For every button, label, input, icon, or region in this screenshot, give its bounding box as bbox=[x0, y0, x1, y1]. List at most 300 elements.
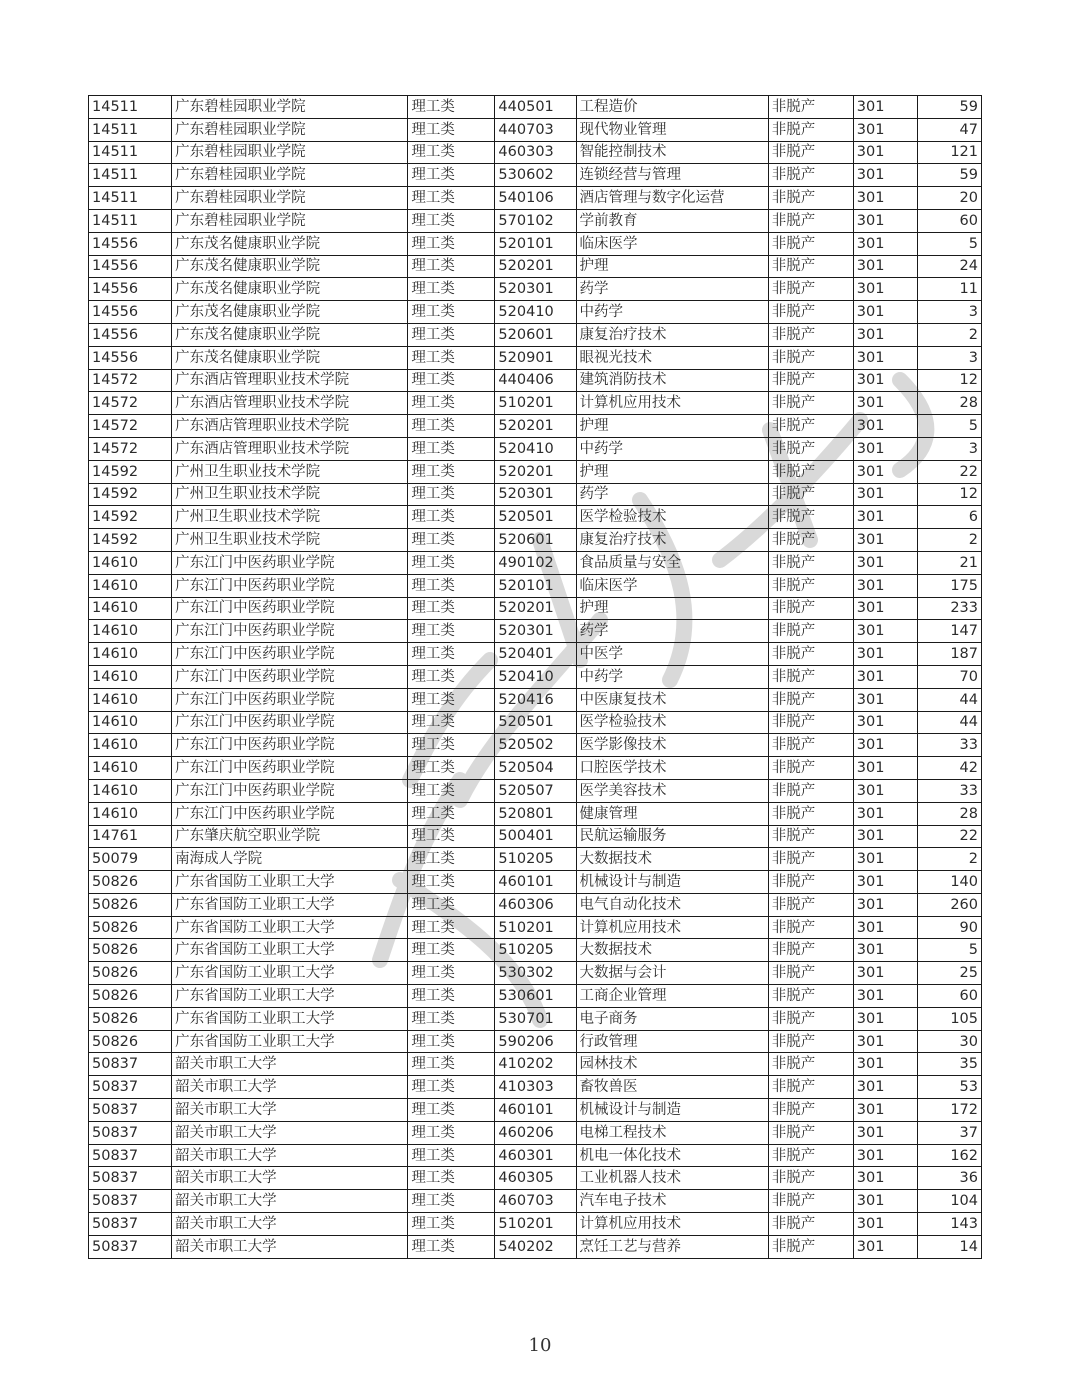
table-row bbox=[89, 825, 982, 848]
cell-institution-name: 韶关市职工大学 bbox=[172, 1167, 408, 1190]
cell-tuition-code: 301 bbox=[853, 437, 917, 460]
cell-study-mode: 非脱产 bbox=[768, 962, 853, 985]
table-row bbox=[89, 506, 982, 529]
cell-enrollment-count: 24 bbox=[917, 255, 981, 278]
cell-institution-name: 韶关市职工大学 bbox=[172, 1213, 408, 1236]
table-row bbox=[89, 415, 982, 438]
cell-enrollment-count: 53 bbox=[917, 1076, 981, 1099]
cell-tuition-code: 301 bbox=[853, 392, 917, 415]
cell-enrollment-count: 33 bbox=[917, 734, 981, 757]
cell-enrollment-count: 2 bbox=[917, 529, 981, 552]
cell-tuition-code: 301 bbox=[853, 939, 917, 962]
cell-study-mode: 非脱产 bbox=[768, 597, 853, 620]
table-row bbox=[89, 802, 982, 825]
cell-institution-code: 50826 bbox=[89, 962, 172, 985]
table-row bbox=[89, 1213, 982, 1236]
cell-study-mode: 非脱产 bbox=[768, 392, 853, 415]
cell-major-code: 490102 bbox=[495, 551, 576, 574]
cell-subject-category: 理工类 bbox=[408, 141, 495, 164]
cell-major-code: 410303 bbox=[495, 1076, 576, 1099]
cell-enrollment-count: 44 bbox=[917, 688, 981, 711]
cell-enrollment-count: 47 bbox=[917, 118, 981, 141]
table-row bbox=[89, 734, 982, 757]
cell-subject-category: 理工类 bbox=[408, 1167, 495, 1190]
cell-subject-category: 理工类 bbox=[408, 369, 495, 392]
cell-enrollment-count: 42 bbox=[917, 757, 981, 780]
cell-major-name: 口腔医学技术 bbox=[576, 757, 768, 780]
cell-tuition-code: 301 bbox=[853, 597, 917, 620]
cell-study-mode: 非脱产 bbox=[768, 1213, 853, 1236]
cell-major-code: 530601 bbox=[495, 985, 576, 1008]
cell-major-name: 学前教育 bbox=[576, 209, 768, 232]
cell-institution-name: 广东江门中医药职业学院 bbox=[172, 620, 408, 643]
cell-institution-name: 韶关市职工大学 bbox=[172, 1099, 408, 1122]
cell-subject-category: 理工类 bbox=[408, 688, 495, 711]
cell-institution-name: 韶关市职工大学 bbox=[172, 1121, 408, 1144]
cell-study-mode: 非脱产 bbox=[768, 916, 853, 939]
cell-subject-category: 理工类 bbox=[408, 825, 495, 848]
table-row bbox=[89, 1053, 982, 1076]
cell-study-mode: 非脱产 bbox=[768, 96, 853, 119]
table-row bbox=[89, 1121, 982, 1144]
cell-subject-category: 理工类 bbox=[408, 1213, 495, 1236]
cell-subject-category: 理工类 bbox=[408, 1235, 495, 1258]
cell-tuition-code: 301 bbox=[853, 529, 917, 552]
cell-major-name: 康复治疗技术 bbox=[576, 323, 768, 346]
cell-major-code: 520201 bbox=[495, 415, 576, 438]
cell-major-code: 460101 bbox=[495, 1099, 576, 1122]
cell-institution-code: 14572 bbox=[89, 415, 172, 438]
cell-tuition-code: 301 bbox=[853, 734, 917, 757]
cell-subject-category: 理工类 bbox=[408, 893, 495, 916]
cell-institution-name: 广东省国防工业职工大学 bbox=[172, 893, 408, 916]
cell-subject-category: 理工类 bbox=[408, 96, 495, 119]
cell-subject-category: 理工类 bbox=[408, 346, 495, 369]
cell-institution-name: 广东省国防工业职工大学 bbox=[172, 916, 408, 939]
cell-institution-code: 14610 bbox=[89, 688, 172, 711]
cell-study-mode: 非脱产 bbox=[768, 643, 853, 666]
cell-major-name: 电梯工程技术 bbox=[576, 1121, 768, 1144]
cell-study-mode: 非脱产 bbox=[768, 346, 853, 369]
cell-major-name: 汽车电子技术 bbox=[576, 1190, 768, 1213]
cell-institution-code: 14592 bbox=[89, 529, 172, 552]
cell-study-mode: 非脱产 bbox=[768, 688, 853, 711]
cell-institution-code: 14511 bbox=[89, 118, 172, 141]
cell-subject-category: 理工类 bbox=[408, 597, 495, 620]
cell-institution-code: 50837 bbox=[89, 1190, 172, 1213]
cell-tuition-code: 301 bbox=[853, 1007, 917, 1030]
table-row bbox=[89, 848, 982, 871]
cell-subject-category: 理工类 bbox=[408, 278, 495, 301]
cell-institution-name: 广州卫生职业技术学院 bbox=[172, 460, 408, 483]
cell-institution-name: 广东茂名健康职业学院 bbox=[172, 301, 408, 324]
table-row bbox=[89, 1076, 982, 1099]
table-row bbox=[89, 460, 982, 483]
cell-major-name: 中医康复技术 bbox=[576, 688, 768, 711]
cell-institution-name: 广东省国防工业职工大学 bbox=[172, 962, 408, 985]
cell-subject-category: 理工类 bbox=[408, 1144, 495, 1167]
cell-enrollment-count: 172 bbox=[917, 1099, 981, 1122]
cell-subject-category: 理工类 bbox=[408, 574, 495, 597]
cell-subject-category: 理工类 bbox=[408, 620, 495, 643]
table-row bbox=[89, 1007, 982, 1030]
cell-institution-code: 14592 bbox=[89, 460, 172, 483]
cell-institution-name: 广东碧桂园职业学院 bbox=[172, 187, 408, 210]
table-row bbox=[89, 369, 982, 392]
cell-institution-name: 广东酒店管理职业技术学院 bbox=[172, 369, 408, 392]
cell-major-name: 护理 bbox=[576, 255, 768, 278]
cell-study-mode: 非脱产 bbox=[768, 118, 853, 141]
cell-major-name: 机电一体化技术 bbox=[576, 1144, 768, 1167]
cell-major-code: 440501 bbox=[495, 96, 576, 119]
cell-subject-category: 理工类 bbox=[408, 255, 495, 278]
table-row bbox=[89, 643, 982, 666]
cell-tuition-code: 301 bbox=[853, 688, 917, 711]
cell-institution-name: 广州卫生职业技术学院 bbox=[172, 529, 408, 552]
cell-tuition-code: 301 bbox=[853, 916, 917, 939]
cell-major-code: 540202 bbox=[495, 1235, 576, 1258]
cell-enrollment-count: 37 bbox=[917, 1121, 981, 1144]
cell-major-code: 520501 bbox=[495, 506, 576, 529]
cell-institution-code: 50837 bbox=[89, 1167, 172, 1190]
cell-tuition-code: 301 bbox=[853, 711, 917, 734]
cell-major-name: 现代物业管理 bbox=[576, 118, 768, 141]
cell-tuition-code: 301 bbox=[853, 187, 917, 210]
cell-study-mode: 非脱产 bbox=[768, 734, 853, 757]
cell-study-mode: 非脱产 bbox=[768, 1190, 853, 1213]
cell-institution-code: 14610 bbox=[89, 665, 172, 688]
cell-major-code: 520301 bbox=[495, 483, 576, 506]
cell-tuition-code: 301 bbox=[853, 1144, 917, 1167]
cell-study-mode: 非脱产 bbox=[768, 529, 853, 552]
cell-subject-category: 理工类 bbox=[408, 301, 495, 324]
cell-institution-code: 50826 bbox=[89, 939, 172, 962]
cell-enrollment-count: 147 bbox=[917, 620, 981, 643]
cell-study-mode: 非脱产 bbox=[768, 437, 853, 460]
cell-major-code: 460703 bbox=[495, 1190, 576, 1213]
cell-tuition-code: 301 bbox=[853, 962, 917, 985]
cell-institution-code: 14556 bbox=[89, 232, 172, 255]
cell-enrollment-count: 105 bbox=[917, 1007, 981, 1030]
cell-major-name: 食品质量与安全 bbox=[576, 551, 768, 574]
cell-tuition-code: 301 bbox=[853, 301, 917, 324]
cell-institution-name: 广东茂名健康职业学院 bbox=[172, 278, 408, 301]
cell-institution-name: 广东碧桂园职业学院 bbox=[172, 96, 408, 119]
cell-major-name: 工业机器人技术 bbox=[576, 1167, 768, 1190]
cell-tuition-code: 301 bbox=[853, 757, 917, 780]
cell-institution-name: 韶关市职工大学 bbox=[172, 1190, 408, 1213]
cell-institution-name: 广东江门中医药职业学院 bbox=[172, 779, 408, 802]
cell-subject-category: 理工类 bbox=[408, 437, 495, 460]
cell-institution-name: 广东江门中医药职业学院 bbox=[172, 757, 408, 780]
cell-study-mode: 非脱产 bbox=[768, 825, 853, 848]
cell-institution-code: 14511 bbox=[89, 187, 172, 210]
cell-enrollment-count: 60 bbox=[917, 985, 981, 1008]
cell-major-code: 520301 bbox=[495, 620, 576, 643]
cell-major-code: 510201 bbox=[495, 916, 576, 939]
cell-enrollment-count: 36 bbox=[917, 1167, 981, 1190]
cell-institution-code: 50826 bbox=[89, 871, 172, 894]
cell-institution-name: 广东江门中医药职业学院 bbox=[172, 597, 408, 620]
cell-major-name: 药学 bbox=[576, 483, 768, 506]
cell-major-code: 440406 bbox=[495, 369, 576, 392]
table-row bbox=[89, 483, 982, 506]
cell-major-code: 520101 bbox=[495, 232, 576, 255]
cell-tuition-code: 301 bbox=[853, 506, 917, 529]
cell-tuition-code: 301 bbox=[853, 643, 917, 666]
cell-study-mode: 非脱产 bbox=[768, 1030, 853, 1053]
cell-major-name: 酒店管理与数字化运营 bbox=[576, 187, 768, 210]
cell-institution-name: 韶关市职工大学 bbox=[172, 1076, 408, 1099]
cell-tuition-code: 301 bbox=[853, 483, 917, 506]
cell-institution-name: 韶关市职工大学 bbox=[172, 1235, 408, 1258]
cell-tuition-code: 301 bbox=[853, 665, 917, 688]
cell-subject-category: 理工类 bbox=[408, 209, 495, 232]
cell-study-mode: 非脱产 bbox=[768, 483, 853, 506]
cell-tuition-code: 301 bbox=[853, 551, 917, 574]
cell-institution-name: 广东省国防工业职工大学 bbox=[172, 871, 408, 894]
cell-institution-name: 广东碧桂园职业学院 bbox=[172, 141, 408, 164]
cell-major-code: 520410 bbox=[495, 301, 576, 324]
cell-tuition-code: 301 bbox=[853, 1235, 917, 1258]
cell-major-code: 510201 bbox=[495, 392, 576, 415]
cell-major-name: 工商企业管理 bbox=[576, 985, 768, 1008]
table-row bbox=[89, 962, 982, 985]
cell-enrollment-count: 59 bbox=[917, 164, 981, 187]
cell-major-code: 570102 bbox=[495, 209, 576, 232]
cell-enrollment-count: 2 bbox=[917, 323, 981, 346]
cell-major-code: 530302 bbox=[495, 962, 576, 985]
cell-major-name: 机械设计与制造 bbox=[576, 871, 768, 894]
cell-study-mode: 非脱产 bbox=[768, 232, 853, 255]
cell-tuition-code: 301 bbox=[853, 1030, 917, 1053]
cell-enrollment-count: 187 bbox=[917, 643, 981, 666]
cell-subject-category: 理工类 bbox=[408, 985, 495, 1008]
cell-institution-code: 50826 bbox=[89, 985, 172, 1008]
cell-institution-code: 14556 bbox=[89, 323, 172, 346]
table-body bbox=[89, 96, 982, 1259]
cell-enrollment-count: 14 bbox=[917, 1235, 981, 1258]
cell-institution-code: 50826 bbox=[89, 893, 172, 916]
cell-tuition-code: 301 bbox=[853, 802, 917, 825]
cell-institution-name: 广东江门中医药职业学院 bbox=[172, 574, 408, 597]
cell-subject-category: 理工类 bbox=[408, 779, 495, 802]
cell-major-name: 电子商务 bbox=[576, 1007, 768, 1030]
cell-institution-code: 50826 bbox=[89, 916, 172, 939]
cell-institution-code: 50837 bbox=[89, 1213, 172, 1236]
cell-institution-name: 广东江门中医药职业学院 bbox=[172, 643, 408, 666]
table-row bbox=[89, 985, 982, 1008]
cell-major-name: 计算机应用技术 bbox=[576, 916, 768, 939]
cell-institution-name: 广东肇庆航空职业学院 bbox=[172, 825, 408, 848]
cell-major-code: 520401 bbox=[495, 643, 576, 666]
cell-tuition-code: 301 bbox=[853, 985, 917, 1008]
cell-subject-category: 理工类 bbox=[408, 871, 495, 894]
table-row bbox=[89, 779, 982, 802]
cell-major-code: 520201 bbox=[495, 460, 576, 483]
cell-major-name: 护理 bbox=[576, 460, 768, 483]
cell-tuition-code: 301 bbox=[853, 1167, 917, 1190]
cell-tuition-code: 301 bbox=[853, 96, 917, 119]
cell-major-name: 中药学 bbox=[576, 301, 768, 324]
cell-study-mode: 非脱产 bbox=[768, 1076, 853, 1099]
cell-institution-code: 14610 bbox=[89, 643, 172, 666]
cell-enrollment-count: 5 bbox=[917, 415, 981, 438]
cell-study-mode: 非脱产 bbox=[768, 871, 853, 894]
cell-study-mode: 非脱产 bbox=[768, 255, 853, 278]
cell-tuition-code: 301 bbox=[853, 825, 917, 848]
cell-subject-category: 理工类 bbox=[408, 848, 495, 871]
cell-study-mode: 非脱产 bbox=[768, 802, 853, 825]
cell-study-mode: 非脱产 bbox=[768, 985, 853, 1008]
cell-institution-code: 50837 bbox=[89, 1053, 172, 1076]
cell-institution-code: 50826 bbox=[89, 1030, 172, 1053]
table-row bbox=[89, 323, 982, 346]
table-row bbox=[89, 1190, 982, 1213]
cell-enrollment-count: 5 bbox=[917, 939, 981, 962]
cell-tuition-code: 301 bbox=[853, 1076, 917, 1099]
cell-institution-code: 50837 bbox=[89, 1144, 172, 1167]
cell-subject-category: 理工类 bbox=[408, 483, 495, 506]
cell-study-mode: 非脱产 bbox=[768, 893, 853, 916]
cell-study-mode: 非脱产 bbox=[768, 164, 853, 187]
cell-enrollment-count: 22 bbox=[917, 825, 981, 848]
cell-major-code: 520502 bbox=[495, 734, 576, 757]
cell-enrollment-count: 21 bbox=[917, 551, 981, 574]
cell-enrollment-count: 104 bbox=[917, 1190, 981, 1213]
cell-major-name: 药学 bbox=[576, 278, 768, 301]
cell-institution-code: 14556 bbox=[89, 255, 172, 278]
cell-major-name: 医学检验技术 bbox=[576, 506, 768, 529]
cell-institution-name: 广州卫生职业技术学院 bbox=[172, 483, 408, 506]
table-row bbox=[89, 1235, 982, 1258]
cell-institution-code: 14610 bbox=[89, 802, 172, 825]
cell-subject-category: 理工类 bbox=[408, 1099, 495, 1122]
cell-subject-category: 理工类 bbox=[408, 1030, 495, 1053]
cell-institution-name: 广东碧桂园职业学院 bbox=[172, 209, 408, 232]
cell-major-code: 520201 bbox=[495, 255, 576, 278]
cell-institution-code: 50837 bbox=[89, 1235, 172, 1258]
cell-major-name: 智能控制技术 bbox=[576, 141, 768, 164]
cell-institution-code: 14610 bbox=[89, 551, 172, 574]
cell-institution-name: 广东茂名健康职业学院 bbox=[172, 323, 408, 346]
cell-major-code: 520501 bbox=[495, 711, 576, 734]
cell-major-code: 540106 bbox=[495, 187, 576, 210]
cell-major-code: 460303 bbox=[495, 141, 576, 164]
cell-enrollment-count: 11 bbox=[917, 278, 981, 301]
cell-subject-category: 理工类 bbox=[408, 665, 495, 688]
cell-tuition-code: 301 bbox=[853, 346, 917, 369]
cell-study-mode: 非脱产 bbox=[768, 939, 853, 962]
cell-tuition-code: 301 bbox=[853, 574, 917, 597]
cell-institution-code: 14556 bbox=[89, 346, 172, 369]
cell-major-name: 园林技术 bbox=[576, 1053, 768, 1076]
cell-subject-category: 理工类 bbox=[408, 506, 495, 529]
cell-enrollment-count: 30 bbox=[917, 1030, 981, 1053]
cell-tuition-code: 301 bbox=[853, 893, 917, 916]
cell-subject-category: 理工类 bbox=[408, 415, 495, 438]
cell-institution-code: 50079 bbox=[89, 848, 172, 871]
cell-study-mode: 非脱产 bbox=[768, 779, 853, 802]
cell-institution-name: 广东江门中医药职业学院 bbox=[172, 665, 408, 688]
cell-institution-name: 广东酒店管理职业技术学院 bbox=[172, 392, 408, 415]
cell-major-name: 大数据技术 bbox=[576, 848, 768, 871]
cell-major-code: 520507 bbox=[495, 779, 576, 802]
table-row bbox=[89, 597, 982, 620]
cell-enrollment-count: 59 bbox=[917, 96, 981, 119]
table-row bbox=[89, 255, 982, 278]
cell-tuition-code: 301 bbox=[853, 1099, 917, 1122]
table-row bbox=[89, 278, 982, 301]
table-row bbox=[89, 916, 982, 939]
cell-study-mode: 非脱产 bbox=[768, 415, 853, 438]
cell-enrollment-count: 25 bbox=[917, 962, 981, 985]
cell-major-name: 大数据技术 bbox=[576, 939, 768, 962]
cell-major-code: 460101 bbox=[495, 871, 576, 894]
cell-major-name: 中药学 bbox=[576, 437, 768, 460]
cell-major-name: 眼视光技术 bbox=[576, 346, 768, 369]
cell-major-name: 民航运输服务 bbox=[576, 825, 768, 848]
cell-major-name: 中药学 bbox=[576, 665, 768, 688]
cell-major-name: 大数据与会计 bbox=[576, 962, 768, 985]
cell-enrollment-count: 90 bbox=[917, 916, 981, 939]
cell-institution-name: 广东茂名健康职业学院 bbox=[172, 232, 408, 255]
cell-major-name: 医学美容技术 bbox=[576, 779, 768, 802]
cell-major-name: 工程造价 bbox=[576, 96, 768, 119]
cell-study-mode: 非脱产 bbox=[768, 278, 853, 301]
cell-major-code: 510201 bbox=[495, 1213, 576, 1236]
cell-tuition-code: 301 bbox=[853, 164, 917, 187]
cell-tuition-code: 301 bbox=[853, 141, 917, 164]
cell-institution-code: 14610 bbox=[89, 597, 172, 620]
cell-subject-category: 理工类 bbox=[408, 962, 495, 985]
table-row bbox=[89, 574, 982, 597]
cell-major-code: 520416 bbox=[495, 688, 576, 711]
cell-institution-name: 广东茂名健康职业学院 bbox=[172, 346, 408, 369]
cell-study-mode: 非脱产 bbox=[768, 506, 853, 529]
cell-institution-code: 50837 bbox=[89, 1076, 172, 1099]
cell-major-code: 410202 bbox=[495, 1053, 576, 1076]
cell-tuition-code: 301 bbox=[853, 369, 917, 392]
cell-institution-code: 14610 bbox=[89, 779, 172, 802]
cell-institution-name: 广州卫生职业技术学院 bbox=[172, 506, 408, 529]
cell-major-code: 520601 bbox=[495, 529, 576, 552]
cell-subject-category: 理工类 bbox=[408, 1007, 495, 1030]
cell-institution-name: 韶关市职工大学 bbox=[172, 1144, 408, 1167]
cell-enrollment-count: 35 bbox=[917, 1053, 981, 1076]
cell-major-name: 电气自动化技术 bbox=[576, 893, 768, 916]
cell-institution-name: 广东江门中医药职业学院 bbox=[172, 734, 408, 757]
cell-subject-category: 理工类 bbox=[408, 392, 495, 415]
cell-major-name: 计算机应用技术 bbox=[576, 1213, 768, 1236]
cell-study-mode: 非脱产 bbox=[768, 1235, 853, 1258]
cell-major-code: 520601 bbox=[495, 323, 576, 346]
cell-institution-code: 14761 bbox=[89, 825, 172, 848]
cell-tuition-code: 301 bbox=[853, 323, 917, 346]
table-row bbox=[89, 209, 982, 232]
cell-tuition-code: 301 bbox=[853, 848, 917, 871]
cell-enrollment-count: 260 bbox=[917, 893, 981, 916]
cell-subject-category: 理工类 bbox=[408, 460, 495, 483]
cell-institution-name: 广东碧桂园职业学院 bbox=[172, 164, 408, 187]
cell-major-code: 520901 bbox=[495, 346, 576, 369]
cell-major-code: 520801 bbox=[495, 802, 576, 825]
cell-study-mode: 非脱产 bbox=[768, 323, 853, 346]
cell-institution-name: 韶关市职工大学 bbox=[172, 1053, 408, 1076]
cell-institution-code: 50826 bbox=[89, 1007, 172, 1030]
table-row bbox=[89, 757, 982, 780]
cell-institution-code: 14572 bbox=[89, 369, 172, 392]
